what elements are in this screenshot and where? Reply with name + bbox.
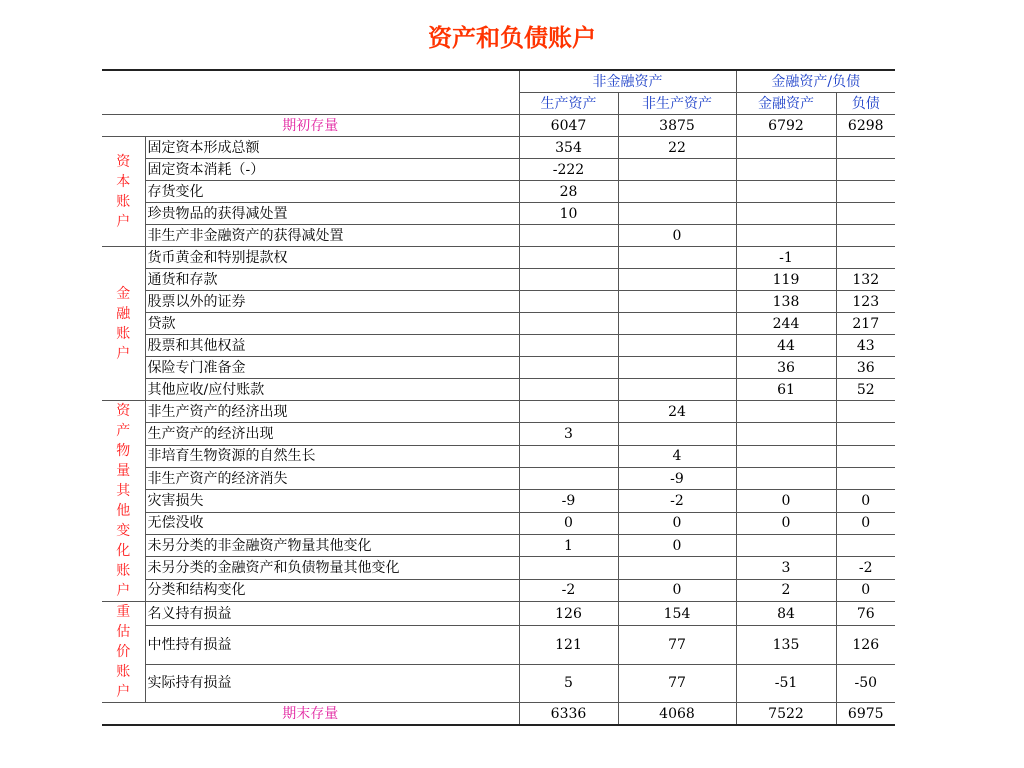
table-row xyxy=(102,225,895,247)
table-row xyxy=(102,534,895,556)
cell-produced: 5 xyxy=(519,664,618,702)
cell-produced: 121 xyxy=(519,626,618,664)
row-label: 非生产非金融资产的获得减处置 xyxy=(145,225,519,247)
cell-liabilities xyxy=(836,467,895,489)
table-row xyxy=(102,335,895,357)
row-label: 货币黄金和特别提款权 xyxy=(145,247,519,269)
table-row xyxy=(102,512,895,534)
table-row xyxy=(102,579,895,601)
cell-financial-assets xyxy=(736,203,836,225)
group-label-char: 账 xyxy=(116,325,131,342)
header-nonproduced-assets: 非生产资产 xyxy=(618,93,736,115)
row-label: 生产资产的经济出现 xyxy=(145,423,519,445)
group-label-char: 本 xyxy=(116,173,131,190)
group-label-char: 重 xyxy=(116,604,131,620)
row-label: 无偿没收 xyxy=(145,512,519,534)
cell-produced: -222 xyxy=(519,159,618,181)
row-label: 存货变化 xyxy=(145,181,519,203)
group-label-financial-account xyxy=(102,247,145,401)
header-row-groups xyxy=(102,70,895,93)
header-financial-assets: 金融资产 xyxy=(736,93,836,115)
opening-nonproduced: 3875 xyxy=(618,115,736,137)
opening-produced: 6047 xyxy=(519,115,618,137)
row-label: 贷款 xyxy=(145,313,519,335)
group-label-char: 其 xyxy=(116,483,131,499)
closing-nonproduced: 4068 xyxy=(618,703,736,726)
cell-financial-assets: 135 xyxy=(736,626,836,664)
cell-nonproduced xyxy=(618,357,736,379)
row-label: 非生产资产的经济消失 xyxy=(145,467,519,489)
cell-nonproduced: 4 xyxy=(618,445,736,467)
cell-financial-assets: 36 xyxy=(736,357,836,379)
cell-liabilities xyxy=(836,225,895,247)
cell-liabilities xyxy=(836,534,895,556)
cell-financial-assets xyxy=(736,225,836,247)
row-label: 中性持有损益 xyxy=(145,626,519,664)
group-label-char: 资 xyxy=(116,403,131,419)
row-label: 灾害损失 xyxy=(145,490,519,512)
header-financial-assets-liabilities: 金融资产/负债 xyxy=(736,70,895,93)
cell-nonproduced xyxy=(618,379,736,401)
cell-nonproduced: -2 xyxy=(618,490,736,512)
closing-produced: 6336 xyxy=(519,703,618,726)
cell-financial-assets: 84 xyxy=(736,602,836,626)
group-label-char: 价 xyxy=(116,644,131,660)
cell-nonproduced xyxy=(618,181,736,203)
table-row xyxy=(102,137,895,159)
row-label: 固定资本形成总额 xyxy=(145,137,519,159)
cell-produced: -2 xyxy=(519,579,618,601)
table-row xyxy=(102,490,895,512)
cell-financial-assets: 138 xyxy=(736,291,836,313)
row-label: 非生产资产的经济出现 xyxy=(145,401,519,423)
accounts-table xyxy=(102,69,895,726)
group-label-revaluation-account xyxy=(102,602,145,703)
table-row xyxy=(102,401,895,423)
cell-nonproduced: 0 xyxy=(618,512,736,534)
cell-nonproduced: -9 xyxy=(618,467,736,489)
cell-financial-assets: 119 xyxy=(736,269,836,291)
cell-financial-assets: 244 xyxy=(736,313,836,335)
opening-stock-label: 期初存量 xyxy=(102,115,519,137)
cell-liabilities: -50 xyxy=(836,664,895,702)
cell-produced xyxy=(519,445,618,467)
page-title: 资产和负债账户 xyxy=(428,24,596,52)
cell-liabilities: 123 xyxy=(836,291,895,313)
cell-liabilities xyxy=(836,137,895,159)
cell-nonproduced: 24 xyxy=(618,401,736,423)
cell-financial-assets xyxy=(736,401,836,423)
cell-liabilities: 0 xyxy=(836,512,895,534)
cell-nonproduced: 154 xyxy=(618,602,736,626)
cell-nonproduced xyxy=(618,291,736,313)
group-label-char: 化 xyxy=(116,543,131,559)
group-label-char: 账 xyxy=(116,563,131,579)
table-row xyxy=(102,247,895,269)
cell-financial-assets xyxy=(736,534,836,556)
cell-nonproduced: 0 xyxy=(618,579,736,601)
row-label: 未另分类的非金融资产物量其他变化 xyxy=(145,534,519,556)
cell-liabilities xyxy=(836,181,895,203)
cell-liabilities xyxy=(836,159,895,181)
table-row xyxy=(102,423,895,445)
cell-produced xyxy=(519,269,618,291)
group-label-char: 融 xyxy=(116,305,131,322)
cell-nonproduced xyxy=(618,269,736,291)
cell-liabilities: 36 xyxy=(836,357,895,379)
row-label: 股票和其他权益 xyxy=(145,335,519,357)
group-label-char: 估 xyxy=(116,624,131,640)
row-label: 分类和结构变化 xyxy=(145,579,519,601)
table-row xyxy=(102,557,895,579)
group-label-char: 金 xyxy=(116,285,131,302)
header-corner xyxy=(102,70,519,115)
cell-nonproduced xyxy=(618,335,736,357)
group-label-char: 变 xyxy=(116,523,131,539)
cell-produced: 28 xyxy=(519,181,618,203)
table-row xyxy=(102,626,895,664)
cell-nonproduced xyxy=(618,203,736,225)
header-nonfinancial-assets: 非金融资产 xyxy=(519,70,736,93)
closing-stock-label: 期末存量 xyxy=(102,703,519,726)
cell-financial-assets: 3 xyxy=(736,557,836,579)
cell-produced xyxy=(519,225,618,247)
cell-produced xyxy=(519,467,618,489)
table-row xyxy=(102,181,895,203)
cell-liabilities: -2 xyxy=(836,557,895,579)
cell-produced: 354 xyxy=(519,137,618,159)
group-label-char: 账 xyxy=(116,664,131,680)
cell-liabilities: 0 xyxy=(836,579,895,601)
table-row xyxy=(102,203,895,225)
cell-liabilities: 217 xyxy=(836,313,895,335)
cell-financial-assets xyxy=(736,423,836,445)
row-label: 珍贵物品的获得减处置 xyxy=(145,203,519,225)
cell-financial-assets: 0 xyxy=(736,512,836,534)
cell-financial-assets xyxy=(736,445,836,467)
cell-nonproduced: 77 xyxy=(618,664,736,702)
table-row xyxy=(102,357,895,379)
row-label: 保险专门准备金 xyxy=(145,357,519,379)
closing-stock-row xyxy=(102,703,895,726)
cell-financial-assets xyxy=(736,137,836,159)
cell-nonproduced: 22 xyxy=(618,137,736,159)
group-label-char: 户 xyxy=(116,583,131,599)
cell-nonproduced: 0 xyxy=(618,225,736,247)
closing-financial-assets: 7522 xyxy=(736,703,836,726)
table-row xyxy=(102,269,895,291)
header-produced-assets: 生产资产 xyxy=(519,93,618,115)
cell-nonproduced xyxy=(618,423,736,445)
cell-financial-assets: -51 xyxy=(736,664,836,702)
cell-produced xyxy=(519,557,618,579)
group-label-char: 户 xyxy=(116,345,131,362)
row-label: 未另分类的金融资产和负债物量其他变化 xyxy=(145,557,519,579)
cell-nonproduced xyxy=(618,159,736,181)
opening-financial-assets: 6792 xyxy=(736,115,836,137)
cell-produced xyxy=(519,313,618,335)
cell-produced xyxy=(519,357,618,379)
cell-financial-assets: 0 xyxy=(736,490,836,512)
cell-produced: 126 xyxy=(519,602,618,626)
row-label: 名义持有损益 xyxy=(145,602,519,626)
cell-liabilities xyxy=(836,247,895,269)
row-label: 股票以外的证券 xyxy=(145,291,519,313)
group-label-char: 资 xyxy=(116,153,131,170)
row-label: 固定资本消耗（-） xyxy=(145,159,519,181)
table-row xyxy=(102,379,895,401)
row-label: 其他应收/应付账款 xyxy=(145,379,519,401)
cell-nonproduced xyxy=(618,247,736,269)
cell-liabilities: 0 xyxy=(836,490,895,512)
cell-nonproduced: 0 xyxy=(618,534,736,556)
table-row xyxy=(102,664,895,702)
table-row xyxy=(102,313,895,335)
group-label-capital-account xyxy=(102,137,145,247)
cell-financial-assets xyxy=(736,159,836,181)
cell-produced: 3 xyxy=(519,423,618,445)
group-label-char: 他 xyxy=(116,503,131,519)
cell-produced: 0 xyxy=(519,512,618,534)
cell-liabilities: 132 xyxy=(836,269,895,291)
table-row xyxy=(102,467,895,489)
cell-financial-assets: 2 xyxy=(736,579,836,601)
cell-liabilities: 43 xyxy=(836,335,895,357)
table-row xyxy=(102,291,895,313)
opening-liabilities: 6298 xyxy=(836,115,895,137)
cell-produced xyxy=(519,379,618,401)
table-row xyxy=(102,602,895,626)
cell-liabilities xyxy=(836,401,895,423)
cell-financial-assets xyxy=(736,467,836,489)
cell-liabilities xyxy=(836,203,895,225)
cell-financial-assets: 44 xyxy=(736,335,836,357)
cell-nonproduced xyxy=(618,313,736,335)
group-label-char: 物 xyxy=(116,443,131,459)
group-label-char: 户 xyxy=(116,213,131,230)
cell-produced: -9 xyxy=(519,490,618,512)
cell-produced: 1 xyxy=(519,534,618,556)
cell-liabilities xyxy=(836,423,895,445)
table-row xyxy=(102,159,895,181)
table-row xyxy=(102,445,895,467)
header-liabilities: 负债 xyxy=(836,93,895,115)
cell-produced: 10 xyxy=(519,203,618,225)
cell-nonproduced xyxy=(618,557,736,579)
cell-financial-assets: -1 xyxy=(736,247,836,269)
group-label-char: 量 xyxy=(116,463,131,479)
opening-stock-row xyxy=(102,115,895,137)
cell-nonproduced: 77 xyxy=(618,626,736,664)
row-label: 非培育生物资源的自然生长 xyxy=(145,445,519,467)
group-label-char: 户 xyxy=(116,684,131,700)
row-label: 通货和存款 xyxy=(145,269,519,291)
group-label-other-volume-changes-account xyxy=(102,401,145,602)
row-label: 实际持有损益 xyxy=(145,664,519,702)
closing-liabilities: 6975 xyxy=(836,703,895,726)
cell-liabilities: 76 xyxy=(836,602,895,626)
group-label-char: 产 xyxy=(116,423,131,439)
cell-produced xyxy=(519,247,618,269)
cell-financial-assets: 61 xyxy=(736,379,836,401)
cell-liabilities: 52 xyxy=(836,379,895,401)
cell-liabilities: 126 xyxy=(836,626,895,664)
cell-produced xyxy=(519,335,618,357)
cell-produced xyxy=(519,401,618,423)
cell-financial-assets xyxy=(736,181,836,203)
group-label-char: 账 xyxy=(116,193,131,210)
cell-liabilities xyxy=(836,445,895,467)
cell-produced xyxy=(519,291,618,313)
